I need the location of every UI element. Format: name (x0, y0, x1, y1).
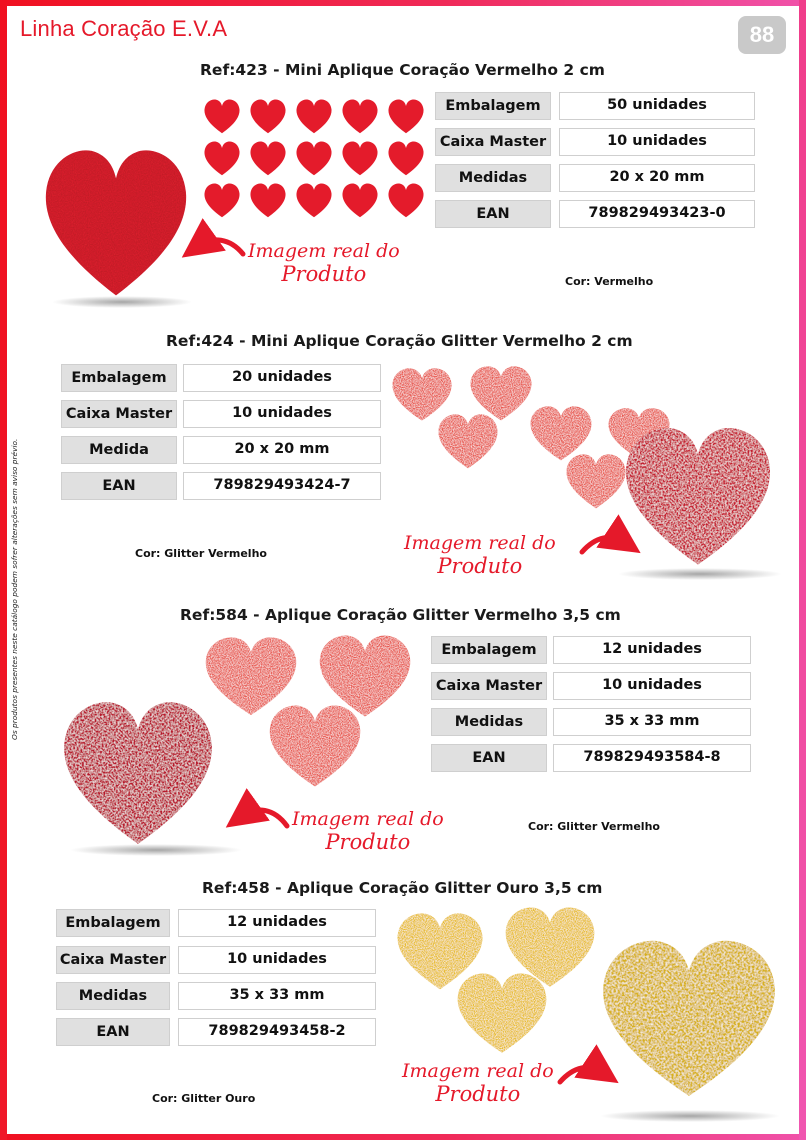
real-image-label-line2: Produto (281, 262, 367, 286)
product-2-real-image-label (404, 532, 556, 578)
product-1-large-heart-photo (36, 140, 196, 315)
spec-value: 20 x 20 mm (183, 436, 381, 464)
product-4-ref-title: Ref:458 - Aplique Coração Glitter Ouro 3,5 cm (202, 879, 603, 897)
spec-value: 20 unidades (183, 364, 381, 392)
spec-label: Embalagem (56, 909, 170, 937)
spec-value: 789829493424-7 (183, 472, 381, 500)
product-4-color-note: Cor: Glitter Ouro (152, 1092, 256, 1105)
product-3-ref-title: Ref:584 - Aplique Coração Glitter Vermelho 3,5 cm (180, 606, 621, 624)
spec-label: EAN (435, 200, 551, 228)
real-image-label-line1: Imagem real do (404, 532, 556, 554)
spec-label: Embalagem (61, 364, 177, 392)
page-number-badge: 88 (738, 16, 786, 54)
spec-label: Caixa Master (431, 672, 547, 700)
product-3-color-note: Cor: Glitter Vermelho (528, 820, 660, 833)
spec-value: 789829493584-8 (553, 744, 751, 772)
spec-value: 789829493423-0 (559, 200, 755, 228)
real-image-label-line1: Imagem real do (248, 240, 400, 262)
spec-label: Caixa Master (435, 128, 551, 156)
product-1-real-image-label (248, 240, 400, 286)
spec-label: Caixa Master (61, 400, 177, 428)
spec-value: 35 x 33 mm (553, 708, 751, 736)
spec-label: EAN (61, 472, 177, 500)
product-4-arrow-icon (556, 1058, 612, 1088)
spec-value: 10 unidades (183, 400, 381, 428)
spec-value: 10 unidades (559, 128, 755, 156)
product-3-arrow-icon (232, 800, 292, 834)
spec-label: EAN (56, 1018, 170, 1046)
spec-label: Embalagem (435, 92, 551, 120)
spec-label: Embalagem (431, 636, 547, 664)
product-2-ref-title: Ref:424 - Mini Aplique Coração Glitter Vermelho 2 cm (166, 332, 633, 350)
spec-value: 20 x 20 mm (559, 164, 755, 192)
real-image-label-line1: Imagem real do (402, 1060, 554, 1082)
spec-value: 35 x 33 mm (178, 982, 376, 1010)
spec-label: Medida (61, 436, 177, 464)
product-2-arrow-icon (578, 528, 634, 558)
product-3-real-image-label (292, 808, 444, 854)
product-1-mini-hearts-grid (200, 96, 432, 222)
spec-label: EAN (431, 744, 547, 772)
product-1-color-note: Cor: Vermelho (565, 275, 654, 288)
frame-left-border (0, 0, 7, 1140)
spec-label: Medidas (431, 708, 547, 736)
product-2-color-note: Cor: Glitter Vermelho (135, 547, 267, 560)
page-title: Linha Coração E.V.A (20, 16, 228, 41)
spec-value: 50 unidades (559, 92, 755, 120)
spec-label: Medidas (435, 164, 551, 192)
real-image-label-line2: Produto (325, 830, 411, 854)
spec-label: Caixa Master (56, 946, 170, 974)
real-image-label-line2: Produto (437, 554, 523, 578)
spec-value: 10 unidades (553, 672, 751, 700)
spec-value: 789829493458-2 (178, 1018, 376, 1046)
disclaimer-note: Os produtos presentes neste catálogo podem sofrer alterações sem aviso prévio. (10, 438, 19, 740)
spec-value: 10 unidades (178, 946, 376, 974)
spec-value: 12 unidades (178, 909, 376, 937)
frame-top-border (0, 0, 806, 6)
frame-right-border (799, 0, 806, 1140)
product-1-ref-title: Ref:423 - Mini Aplique Coração Vermelho 2 cm (200, 61, 605, 79)
spec-value: 12 unidades (553, 636, 751, 664)
product-4-real-image-label (402, 1060, 554, 1106)
real-image-label-line1: Imagem real do (292, 808, 444, 830)
real-image-label-line2: Produto (435, 1082, 521, 1106)
product-1-arrow-icon (188, 232, 248, 262)
frame-bottom-border (0, 1134, 806, 1140)
spec-label: Medidas (56, 982, 170, 1010)
